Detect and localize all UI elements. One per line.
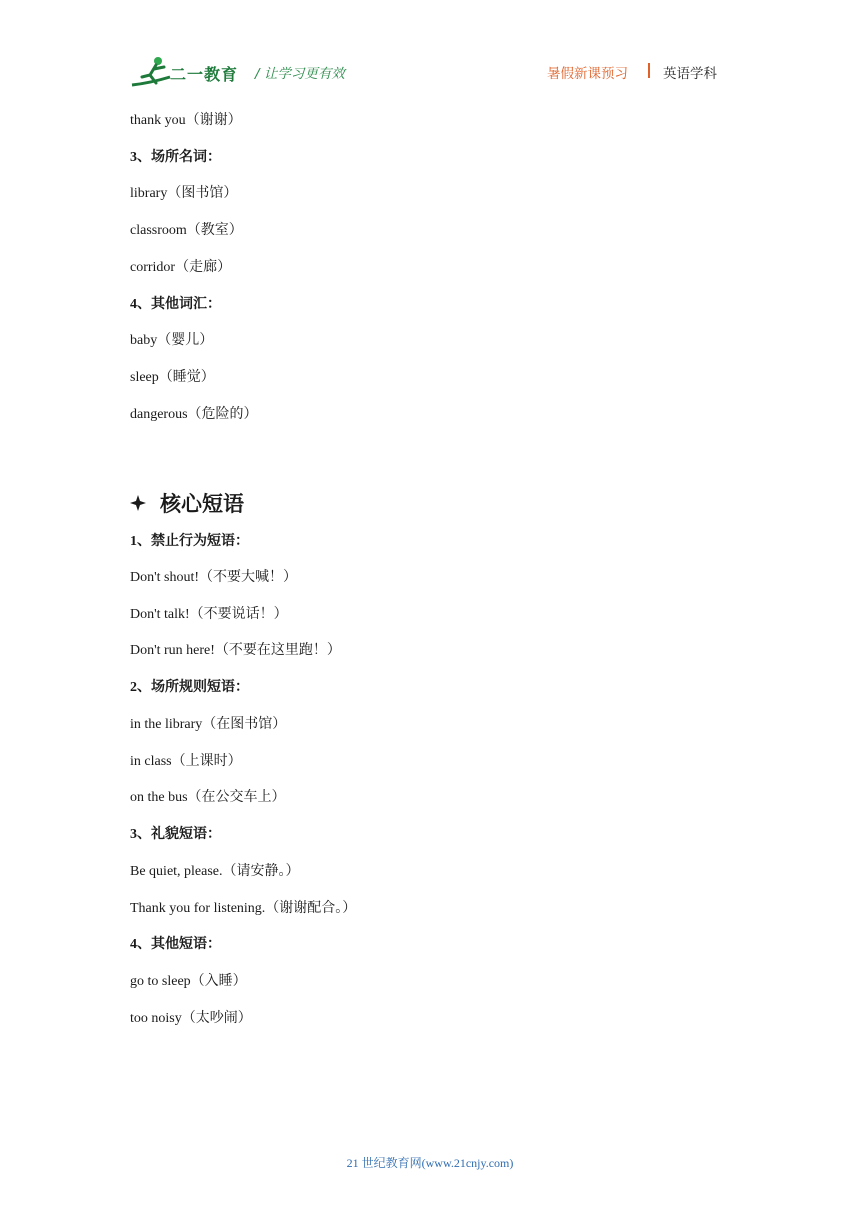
phrase-item: go to sleep（入睡） [130,974,247,989]
subject-tag: 英语学科 [663,66,717,82]
phrase-item: Be quiet, please.（请安静。） [130,864,300,879]
phrase-item: Don't run here!（不要在这里跑！） [130,643,341,658]
phrase-heading: 1、禁止行为短语： [130,534,249,549]
phrase-item: too noisy（太吵闹） [130,1011,252,1026]
course-tag: 暑假新课预习 [547,66,628,82]
section-title [130,488,244,518]
vocab-heading: 4、其他词汇： [130,297,221,312]
phrase-item: Don't talk!（不要说话！） [130,607,288,622]
page-header [0,0,860,100]
vocab-item: corridor（走廊） [130,260,232,275]
vocab-item: dangerous（危险的） [130,407,258,422]
phrase-item: in class（上课时） [130,754,242,769]
phrase-item: Thank you for listening.（谢谢配合。） [130,901,357,916]
page-footer[interactable]: 21 世纪教育网(www.21cnjy.com) [346,1156,514,1170]
logo-text: 二一教育 [170,65,239,84]
vocab-item: classroom（教室） [130,223,243,238]
phrase-item: Don't shout!（不要大喊！） [130,570,298,585]
phrase-heading: 3、礼貌短语： [130,827,221,842]
vocab-item: library（图书馆） [130,186,238,201]
phrase-item: on the bus（在公交车上） [130,790,286,805]
section-title-text: 核心短语 [160,492,244,516]
phrase-item: in the library（在图书馆） [130,717,287,732]
vocab-heading: 3、场所名词： [130,150,221,165]
phrase-heading: 4、其他短语： [130,937,221,952]
slogan: / 让学习更有效 [255,66,345,82]
phrase-heading: 2、场所规则短语： [130,680,249,695]
vocab-item: sleep（睡觉） [130,370,215,385]
header-divider [648,63,650,78]
diamond-bullet-icon [130,495,146,511]
vocab-item: baby（婴儿） [130,333,214,348]
vocab-item: thank you（谢谢） [130,113,242,128]
